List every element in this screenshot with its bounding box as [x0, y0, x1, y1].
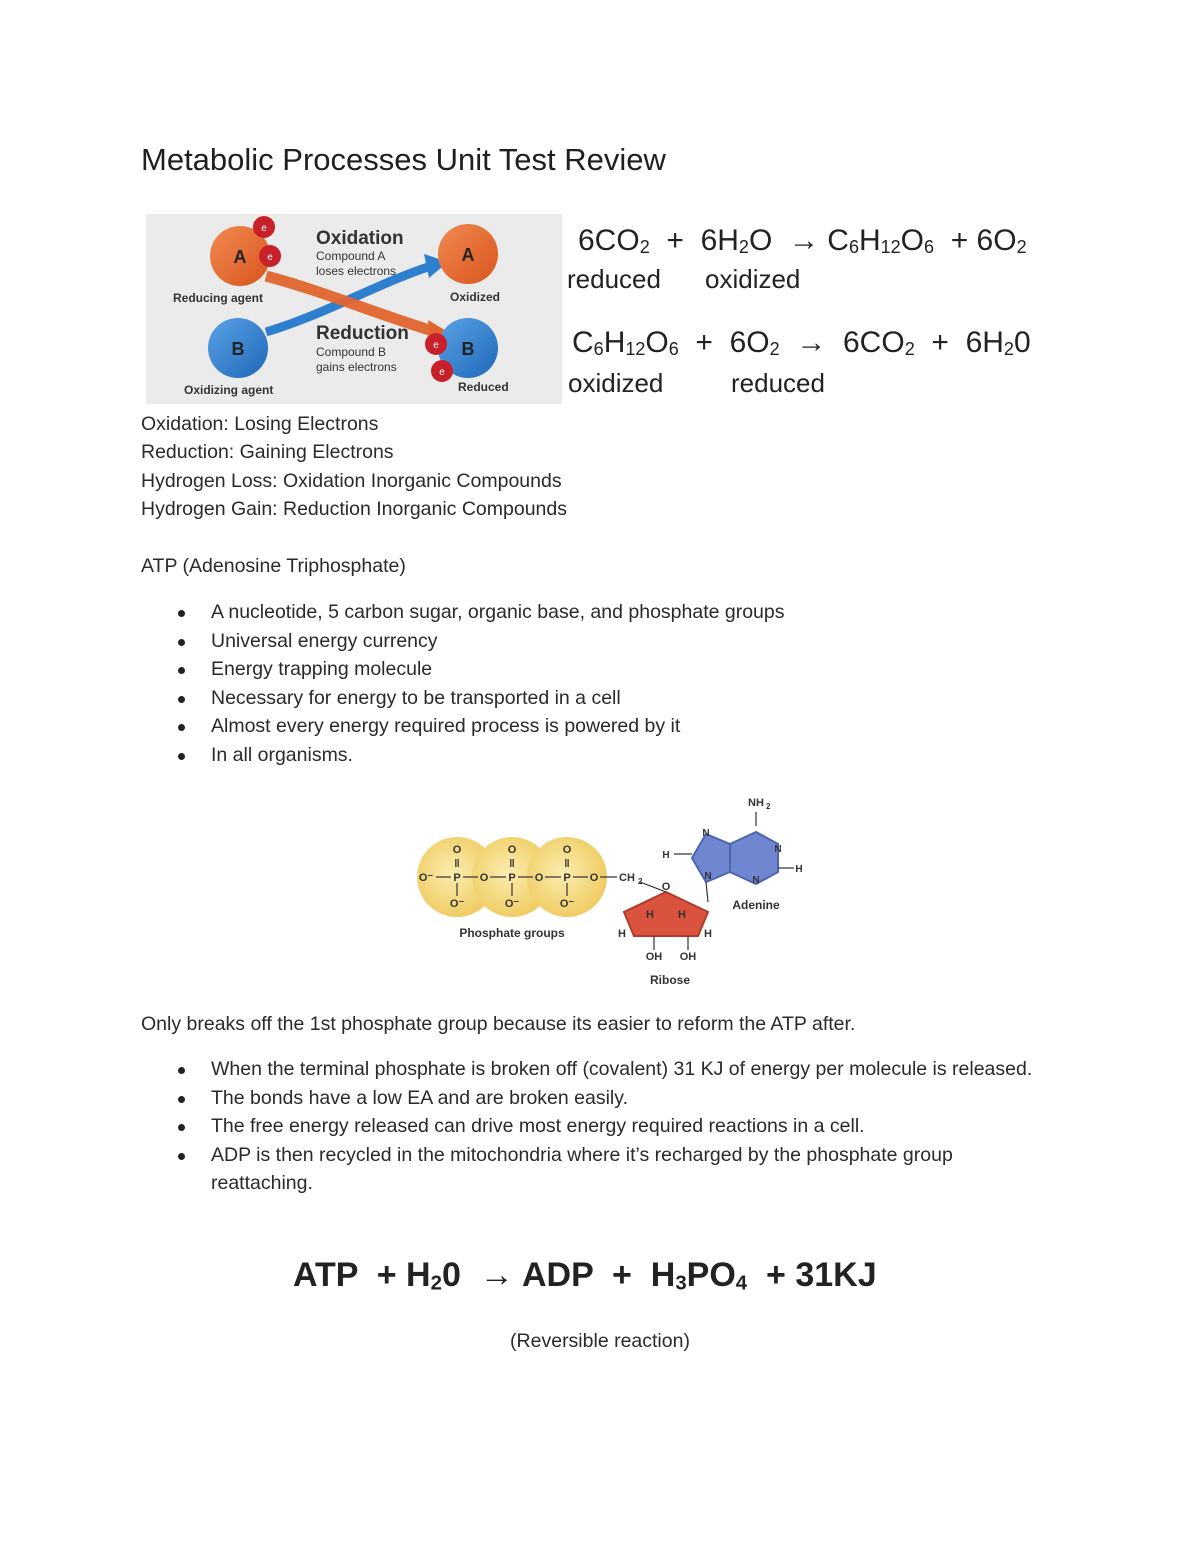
definition-hydrogen-loss: Hydrogen Loss: Oxidation Inorganic Compounds [141, 470, 562, 492]
list-item: Universal energy currency [141, 627, 1061, 656]
list-item: In all organisms. [141, 741, 1061, 770]
svg-text:N: N [774, 844, 782, 855]
svg-text:O: O [661, 881, 671, 893]
svg-text:e: e [439, 367, 445, 378]
breakoff-points-list [141, 1055, 1046, 1198]
svg-text:H: H [618, 928, 626, 940]
page-title: Metabolic Processes Unit Test Review [141, 142, 666, 177]
respiration-label-1: oxidized [568, 368, 664, 398]
list-item: Necessary for energy to be transported in a cell [141, 684, 1061, 713]
ribose-label: Ribose [649, 973, 691, 987]
svg-text:H: H [795, 864, 803, 875]
adenine-label: Adenine [732, 898, 780, 912]
respiration-label-2: reduced [731, 368, 825, 398]
list-item: The bonds have a low EA and are broken easily. [141, 1084, 1046, 1113]
svg-text:B: B [461, 339, 475, 359]
definition-hydrogen-gain: Hydrogen Gain: Reduction Inorganic Compounds [141, 498, 568, 520]
svg-text:A: A [461, 245, 475, 265]
svg-text:2: 2 [638, 877, 643, 886]
svg-text:e: e [433, 340, 439, 351]
svg-text:OH: OH [645, 951, 663, 963]
svg-text:O: O [589, 872, 599, 884]
svg-text:Compound B: Compound B [316, 345, 387, 359]
atp-structure-diagram [412, 790, 812, 990]
definition-oxidation: Oxidation: Losing Electrons [141, 413, 379, 435]
compound-a-label: A [233, 247, 247, 267]
svg-text:CH: CH [619, 872, 635, 884]
svg-text:‖: ‖ [509, 858, 515, 870]
atp-heading: ATP (Adenosine Triphosphate) [141, 555, 406, 577]
atp-hydrolysis-equation: ATP + $H_20$ → ADP + $H_3PO_4 + 31KJ$ [293, 1256, 877, 1295]
svg-text:O⁻: O⁻ [504, 898, 520, 910]
svg-text:e: e [267, 252, 273, 263]
svg-text:P: P [453, 872, 461, 884]
oxidized-label: Oxidized [450, 290, 501, 304]
redox-diagram [146, 214, 562, 404]
svg-text:‖: ‖ [454, 858, 460, 870]
list-item: Almost every energy required process is powered by it [141, 712, 1061, 741]
svg-text:‖: ‖ [564, 858, 570, 870]
reduced-label: Reduced [458, 380, 509, 394]
svg-text:loses electrons: loses electrons [316, 264, 397, 278]
list-item: Energy trapping molecule [141, 655, 1061, 684]
svg-text:e: e [261, 223, 267, 234]
atp-points-list [141, 598, 1061, 769]
svg-text:N: N [752, 875, 760, 886]
svg-text:N: N [704, 871, 712, 882]
svg-text:B: B [231, 339, 245, 359]
svg-text:O⁻: O⁻ [559, 898, 575, 910]
list-item: ADP is then recycled in the mitochondria where it’s recharged by the phosphate group reattaching. [141, 1141, 1046, 1198]
svg-text:O: O [479, 872, 489, 884]
svg-text:H: H [662, 850, 670, 861]
reducing-agent-label: Reducing agent [173, 291, 264, 305]
svg-text:H: H [704, 928, 712, 940]
svg-text:H: H [646, 909, 654, 921]
svg-text:O: O [507, 844, 517, 856]
svg-text:O: O [562, 844, 572, 856]
svg-text:2: 2 [766, 802, 771, 811]
photosynthesis-label-1: reduced [567, 264, 661, 294]
svg-text:NH: NH [748, 797, 764, 809]
oxidizing-agent-label: Oxidizing agent [184, 383, 274, 397]
svg-text:gains electrons: gains electrons [316, 360, 397, 374]
svg-text:P: P [508, 872, 516, 884]
list-item: A nucleotide, 5 carbon sugar, organic base, and phosphate groups [141, 598, 1061, 627]
photosynthesis-equation: $6CO_2 + 6H_2O \to C_6H_{12}O_6 + 6O_2$ [578, 224, 1027, 258]
list-item: The free energy released can drive most energy required reactions in a cell. [141, 1112, 1046, 1141]
reduction-title: Reduction [316, 323, 409, 344]
svg-text:H: H [678, 909, 686, 921]
svg-text:N: N [702, 828, 710, 839]
phosphate-groups-label: Phosphate groups [459, 926, 565, 940]
respiration-equation: $C_6H_{12}O_6 + 6O_2 \to 6CO_2 + 6H_20$ [572, 326, 1031, 360]
definition-reduction: Reduction: Gaining Electrons [141, 441, 394, 463]
list-item: When the terminal phosphate is broken off (covalent) 31 KJ of energy per molecule is released. [141, 1055, 1046, 1084]
svg-text:OH: OH [679, 951, 697, 963]
breakoff-text: Only breaks off the 1st phosphate group because its easier to reform the ATP after. [141, 1013, 856, 1035]
svg-text:P: P [563, 872, 571, 884]
svg-text:O: O [452, 844, 462, 856]
photosynthesis-label-2: oxidized [705, 264, 801, 294]
svg-text:O⁻: O⁻ [418, 872, 434, 884]
svg-text:Compound A: Compound A [316, 249, 386, 263]
svg-text:O⁻: O⁻ [449, 898, 465, 910]
svg-text:O: O [534, 872, 544, 884]
reversible-note: (Reversible reaction) [510, 1330, 690, 1352]
oxidation-title: Oxidation [316, 228, 404, 249]
